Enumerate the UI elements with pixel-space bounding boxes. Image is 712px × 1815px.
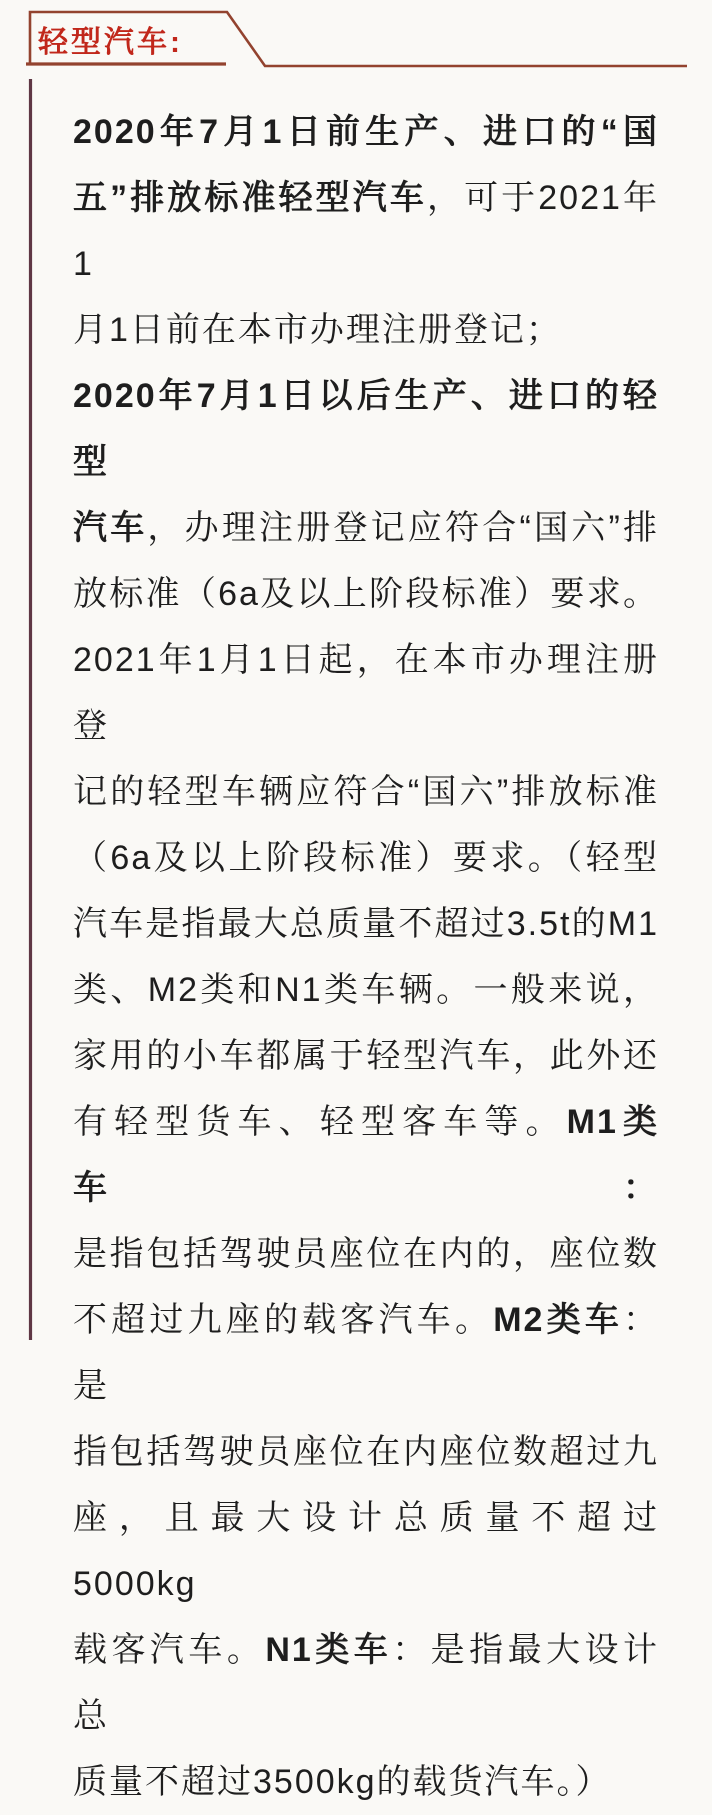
text-line bbox=[73, 1485, 659, 1617]
bold-text-run: N1类车 bbox=[265, 1631, 393, 1669]
text-run: （6a及以上阶段标准）要求。（轻型 bbox=[73, 839, 659, 877]
text-line bbox=[73, 759, 659, 825]
bold-text-run: 汽车 bbox=[73, 509, 148, 547]
text-run: 是指包括驾驶员座位在内的，座位数 bbox=[73, 1235, 659, 1273]
text-run: ，办理注册登记应符合“国六”排 bbox=[147, 509, 659, 547]
bold-text-run: 五”排放标准轻型汽车 bbox=[73, 179, 427, 217]
text-run: 指包括驾驶员座位在内座位数超过九 bbox=[73, 1433, 659, 1471]
text-line bbox=[73, 1287, 659, 1419]
text-line bbox=[73, 1089, 659, 1221]
text-run: 有轻型货车、轻型客车等。 bbox=[73, 1103, 567, 1141]
text-run: 质量不超过3500kg的载货汽车。） bbox=[73, 1763, 612, 1801]
text-line bbox=[73, 891, 659, 957]
text-run: 载客汽车。 bbox=[73, 1631, 266, 1669]
text-line bbox=[73, 99, 659, 165]
article-body bbox=[73, 99, 659, 1815]
text-line bbox=[73, 1617, 659, 1749]
bold-text-run: 2020年7月1日前生产、进口的“国 bbox=[73, 113, 659, 151]
text-line bbox=[73, 561, 659, 627]
text-line bbox=[73, 495, 659, 561]
text-run: ，可于2021年1 bbox=[73, 179, 660, 283]
text-run: 放标准（6a及以上阶段标准）要求。 bbox=[73, 575, 659, 613]
bold-text-run: M2类车 bbox=[493, 1301, 624, 1339]
bold-text-run: M1类车： bbox=[73, 1103, 660, 1207]
text-line bbox=[73, 1221, 659, 1287]
text-line bbox=[73, 297, 659, 363]
text-run: 座，且最大设计总质量不超过5000kg bbox=[73, 1499, 659, 1603]
text-run: 家用的小车都属于轻型汽车，此外还 bbox=[73, 1037, 659, 1075]
bold-text-run: 2020年7月1日以后生产、进口的轻型 bbox=[73, 377, 659, 481]
text-line bbox=[73, 627, 659, 759]
text-run: 类、M2类和N1类车辆。一般来说， bbox=[73, 971, 659, 1009]
text-run: 汽车是指最大总质量不超过3.5t的M1 bbox=[73, 905, 659, 943]
text-line bbox=[73, 825, 659, 891]
text-line bbox=[73, 363, 659, 495]
text-line bbox=[73, 1419, 659, 1485]
text-run: ：是指最大设计总 bbox=[73, 1631, 660, 1735]
text-line bbox=[73, 957, 659, 1023]
text-line bbox=[73, 1023, 659, 1089]
section-badge-label: 轻型汽车: bbox=[38, 25, 183, 59]
text-run: ：是 bbox=[73, 1301, 660, 1405]
text-line bbox=[73, 1749, 659, 1815]
text-line bbox=[73, 165, 659, 297]
text-run: 不超过九座的载客汽车。 bbox=[73, 1301, 494, 1339]
text-run: 月1日前在本市办理注册登记； bbox=[73, 311, 562, 349]
text-run: 2021年1月1日起，在本市办理注册登 bbox=[73, 641, 659, 745]
text-run: 记的轻型车辆应符合“国六”排放标准 bbox=[73, 773, 659, 811]
